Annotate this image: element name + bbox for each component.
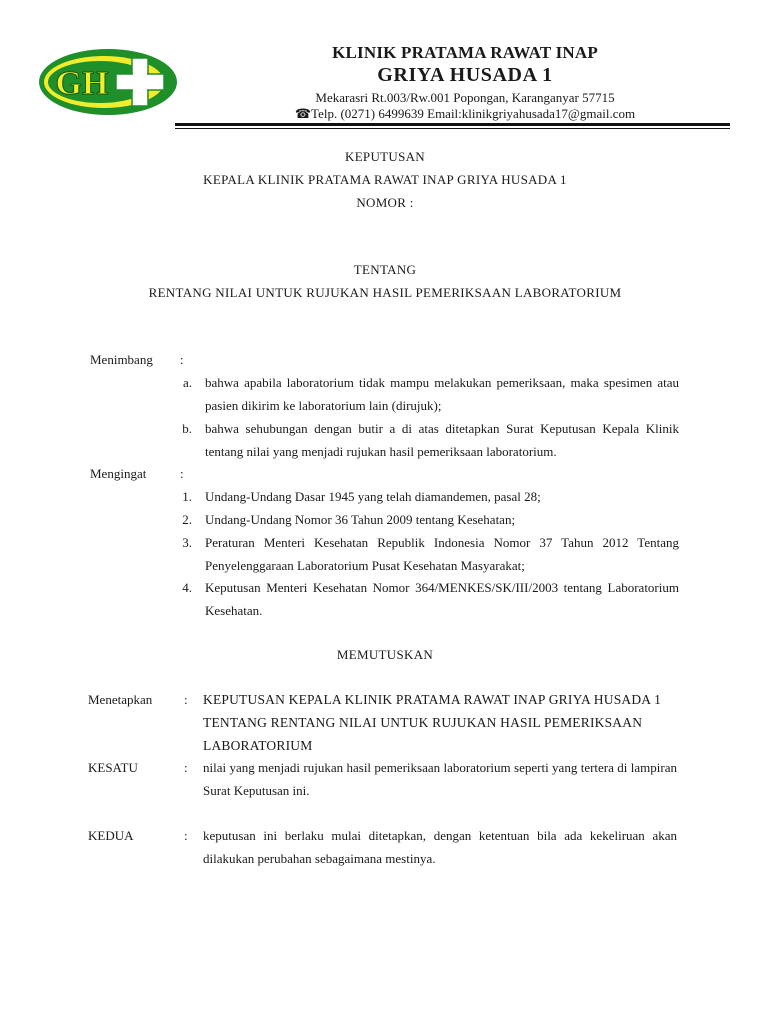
menimbang-colon: :	[180, 352, 184, 367]
kesatu-label: KESATU	[88, 760, 138, 775]
clinic-logo	[38, 48, 178, 116]
decree-number: NOMOR :	[356, 195, 414, 210]
menimbang-item: bahwa sehubungan dengan butir a di atas ditetapkan Surat Keputusan Kepala Klinik tentang nilai yang menjadi rujukan hasil pemeriksaan laboratorium.	[205, 421, 679, 459]
kedua-colon: :	[184, 828, 188, 843]
menetapkan-text: KEPUTUSAN KEPALA KLINIK PRATAMA RAWAT INAP GRIYA HUSADA 1 TENTANG RENTANG NILAI UNTUK RUJUKAN HASIL PEMERIKSAAN LABORATORIUM	[203, 692, 662, 753]
clinic-contact: ☎Telp. (0271) 6499639 Email:klinikgriyahusada17@gmail.com	[294, 106, 636, 121]
menimbang-marker: b.	[182, 421, 192, 436]
mengingat-item: Undang-Undang Dasar 1945 yang telah diamandemen, pasal 28;	[205, 489, 541, 504]
kesatu-colon: :	[184, 760, 188, 775]
menimbang-label: Menimbang	[90, 352, 153, 367]
clinic-address: Mekarasri Rt.003/Rw.001 Popongan, Karanganyar 57715	[315, 90, 615, 105]
letterhead-rule	[175, 123, 730, 126]
mengingat-colon: :	[180, 466, 184, 481]
logo-text: GH	[55, 65, 109, 102]
mengingat-item: Keputusan Menteri Kesehatan Nomor 364/MENKES/SK/III/2003 tentang Laboratorium Kesehatan.	[205, 580, 679, 618]
mengingat-marker: 2.	[182, 512, 192, 527]
decree-subject: RENTANG NILAI UNTUK RUJUKAN HASIL PEMERIKSAAN LABORATORIUM	[148, 285, 622, 300]
letterhead-rule-thin	[175, 128, 730, 129]
clinic-name: GRIYA HUSADA 1	[377, 64, 553, 86]
memutuskan-heading: MEMUTUSKAN	[336, 647, 434, 662]
mengingat-marker: 1.	[182, 489, 192, 504]
mengingat-label: Mengingat	[90, 466, 147, 481]
decree-about-label: TENTANG	[353, 262, 417, 277]
kedua-label: KEDUA	[88, 828, 134, 843]
menimbang-marker: a.	[182, 375, 192, 390]
decree-heading: KEPUTUSAN	[345, 149, 425, 164]
mengingat-marker: 4.	[182, 580, 192, 595]
kedua-text: keputusan ini berlaku mulai ditetapkan, dengan ketentuan bila ada kekeliruan akan dilakukan perubahan sebagaimana mestinya.	[203, 828, 677, 866]
menimbang-item: bahwa apabila laboratorium tidak mampu melakukan pemeriksaan, maka spesimen atau pasien dikirim ke laboratorium lain (dirujuk);	[205, 375, 679, 413]
mengingat-item: Peraturan Menteri Kesehatan Republik Indonesia Nomor 37 Tahun 2012 Tentang Penyelenggaraan Laboratorium Pusat Kesehatan Masyarakat;	[205, 535, 679, 573]
kesatu-text: nilai yang menjadi rujukan hasil pemeriksaan laboratorium seperti yang tertera di lampiran Surat Keputusan ini.	[203, 760, 677, 798]
decree-issuer: KEPALA KLINIK PRATAMA RAWAT INAP GRIYA HUSADA 1	[203, 172, 567, 187]
mengingat-item: Undang-Undang Nomor 36 Tahun 2009 tentang Kesehatan;	[205, 512, 516, 527]
mengingat-marker: 3.	[182, 535, 192, 550]
menetapkan-label: Menetapkan	[88, 692, 153, 707]
menetapkan-colon: :	[184, 692, 188, 707]
letterhead-title: KLINIK PRATAMA RAWAT INAP	[332, 43, 598, 62]
